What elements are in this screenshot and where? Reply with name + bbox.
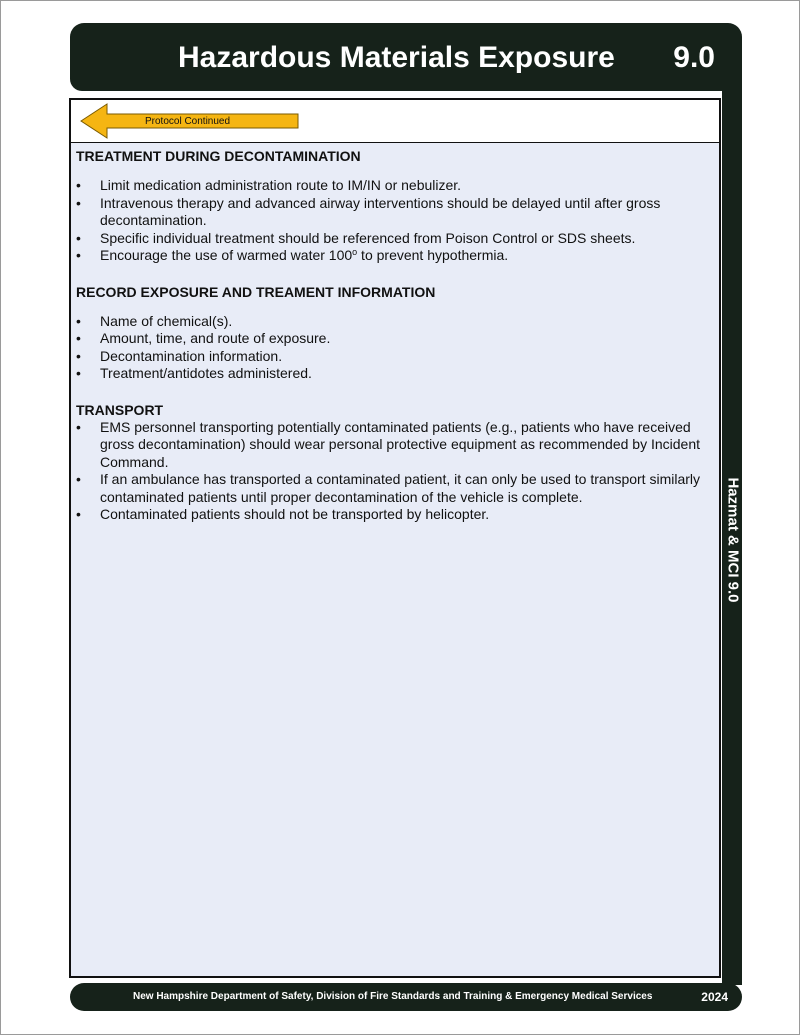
page-footer xyxy=(70,983,742,1011)
section-heading-record: RECORD EXPOSURE AND TREAMENT INFORMATION xyxy=(76,283,436,300)
section-heading-transport: TRANSPORT xyxy=(76,401,164,418)
list-item: • Amount, time, and route of exposure. xyxy=(76,330,712,348)
warm-water-text-end: to prevent hypothermia. xyxy=(357,247,509,263)
section-heading-treatment: TREATMENT DURING DECONTAMINATION xyxy=(76,148,361,164)
protocol-number: 9.0 xyxy=(673,41,715,74)
list-item: • Limit medication administration route to IM/IN or nebulizer. xyxy=(76,177,712,195)
protocol-body xyxy=(76,147,712,524)
list-item: • Specific individual treatment should be referenced from Poison Control or SDS sheets. xyxy=(76,230,712,248)
page-header xyxy=(70,23,742,91)
protocol-continued-label: Protocol Continued xyxy=(145,116,231,127)
list-item: • EMS personnel transporting potentially contaminated patients (e.g., patients who have received gross decontamination) should wear personal protective equipment as recommended by Incident Command. xyxy=(76,419,712,472)
side-tab-label: Hazmat & MCI 9.0 xyxy=(724,477,742,603)
warm-water-text: Encourage the use of warmed water 100 xyxy=(100,247,353,263)
footer-organization: New Hampshire Department of Safety, Division of Fire Standards and Training & Emergency Medical Services xyxy=(133,991,653,1002)
list-item: • Name of chemical(s). xyxy=(76,313,712,331)
list-item: • Decontamination information. xyxy=(76,348,712,366)
footer-year: 2024 xyxy=(701,990,728,1004)
list-item: • Intravenous therapy and advanced airway interventions should be delayed until after gross decontamination. xyxy=(76,195,712,230)
treatment-list xyxy=(76,177,712,265)
record-list xyxy=(76,313,712,383)
transport-list xyxy=(76,419,712,524)
list-item: • If an ambulance has transported a contaminated patient, it can only be used to transport similarly contaminated patients until proper decontamination of the vehicle is complete. xyxy=(76,471,712,506)
protocol-content xyxy=(69,98,721,978)
protocol-continued-banner xyxy=(71,100,719,143)
page-title: Hazardous Materials Exposure xyxy=(178,41,615,74)
degree-superscript: o xyxy=(352,247,358,257)
list-item: • Contaminated patients should not be transported by helicopter. xyxy=(76,506,712,524)
list-item: • Treatment/antidotes administered. xyxy=(76,365,712,383)
list-item-warmed-water xyxy=(76,247,712,265)
